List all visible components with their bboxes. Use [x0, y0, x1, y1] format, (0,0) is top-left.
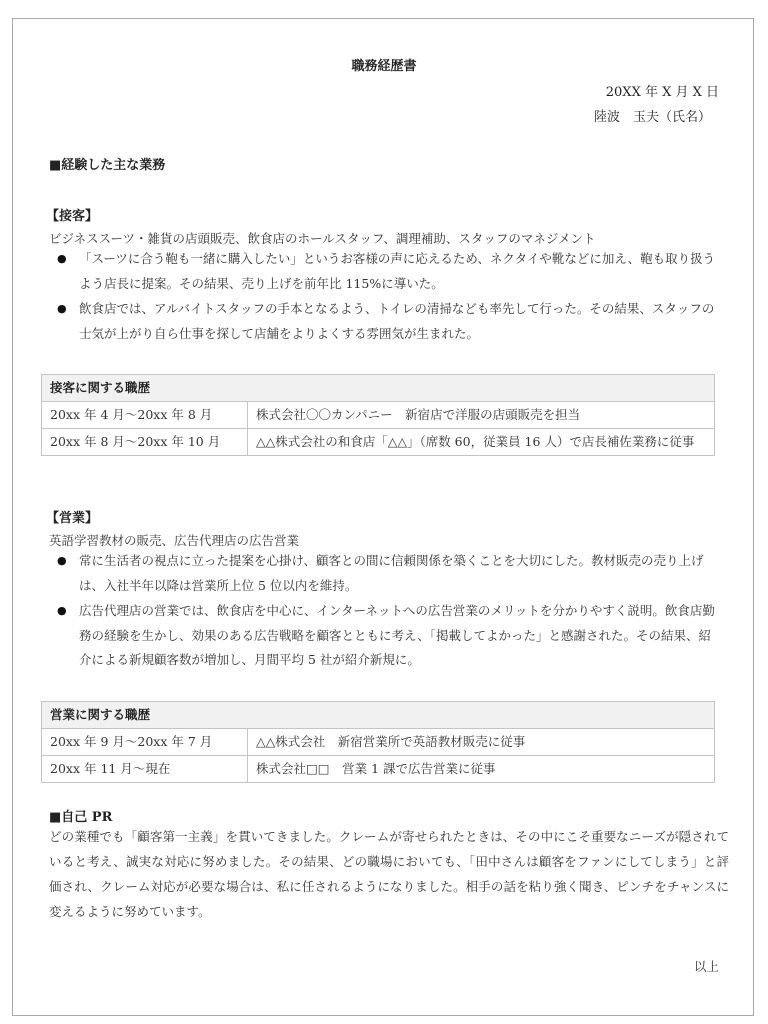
pr-body: どの業種でも「顧客第一主義」を貫いてきました。クレームが寄せられたときは、その中にこそ重要なニーズが隠されていると考え、誠実な対応に努めました。その結果、どの職場においても、「田中さんは顧客をファンにしてしまう」と評価され、クレーム対応が必要な場合は、私に任されるようになりました。相手の話を粘り強く聞き、ピンチをチャンスに変えるように努めています。: [49, 829, 729, 919]
service-bullet: [57, 297, 719, 346]
closing-text: 以上: [693, 959, 719, 974]
service-bullet-text: 「スーツに合う鞄も一緒に購入したい」というお客様の声に応えるため、ネクタイや靴などに加え、鞄も取り扱うよう店長に提案。その結果、売り上げを前年比 115%に導いた。: [79, 251, 716, 291]
service-bullet-text: 飲食店では、アルバイトスタッフの手本となるよう、トイレの清掃なども率先して行った。その結果、スタッフの士気が上がり自ら仕事を探して店舗をよりよくする雰囲気が生まれた。: [79, 301, 715, 341]
document-page: [12, 18, 754, 1016]
sales-bullet: [57, 549, 719, 598]
table-header: 接客に関する職歴: [42, 375, 715, 402]
detail-cell: 株式会社□□ 営業 1 課で広告営業に従事: [248, 756, 715, 783]
bullet-icon: ●: [57, 604, 67, 617]
bullet-icon: ●: [57, 302, 67, 315]
detail-cell: 株式会社〇〇カンパニー 新宿店で洋服の店頭販売を担当: [248, 402, 715, 429]
table-row: [42, 729, 715, 756]
table-row: [42, 429, 715, 456]
period-cell: 20xx 年 8 月～20xx 年 10 月: [42, 429, 248, 456]
service-history-table: [41, 374, 715, 456]
subsection-heading-service: 【接客】: [46, 209, 99, 224]
bullet-icon: ●: [57, 252, 67, 265]
table-row: [42, 756, 715, 783]
sales-bullet-text: 広告代理店の営業では、飲食店を中心に、インターネットへの広告営業のメリットを分かりやすく説明。飲食店勤務の経験を生かし、効果のある広告戦略を顧客とともに考え、「掲載してよかった」と感謝された。その結果、紹介による新規顧客数が増加し、月間平均 5 社が紹介新規に。: [79, 603, 715, 667]
section-heading-pr: ■自己 PR: [49, 810, 113, 825]
period-cell: 20xx 年 9 月～20xx 年 7 月: [42, 729, 248, 756]
section-heading-experience: ■経験した主な業務: [49, 158, 166, 173]
sales-history-table: [41, 701, 715, 783]
document-title: 職務経歴書: [351, 59, 417, 74]
period-cell: 20xx 年 4 月～20xx 年 8 月: [42, 402, 248, 429]
document-date: 20XX 年 X 月 X 日: [605, 85, 719, 100]
sales-summary: 英語学習教材の販売、広告代理店の広告営業: [49, 533, 300, 548]
detail-cell: △△株式会社の和食店「△△」（席数 60，従業員 16 人）で店長補佐業務に従事: [248, 429, 715, 456]
detail-cell: △△株式会社 新宿営業所で英語教材販売に従事: [248, 729, 715, 756]
service-bullet: [57, 247, 719, 296]
period-cell: 20xx 年 11 月～現在: [42, 756, 248, 783]
service-summary: ビジネススーツ・雑貨の店頭販売、飲食店のホールスタッフ、調理補助、スタッフのマネジメント: [49, 231, 596, 246]
author-name: 陸波 玉夫（氏名）: [593, 110, 711, 125]
bullet-icon: ●: [57, 554, 67, 567]
table-header: 営業に関する職歴: [42, 702, 715, 729]
table-row: [42, 402, 715, 429]
subsection-heading-sales: 【営業】: [46, 511, 99, 526]
sales-bullet-text: 常に生活者の視点に立った提案を心掛け、顧客との間に信頼関係を築くことを大切にした。教材販売の売り上げは、入社半年以降は営業所上位 5 位以内を維持。: [79, 553, 704, 593]
sales-bullet: [57, 599, 719, 673]
